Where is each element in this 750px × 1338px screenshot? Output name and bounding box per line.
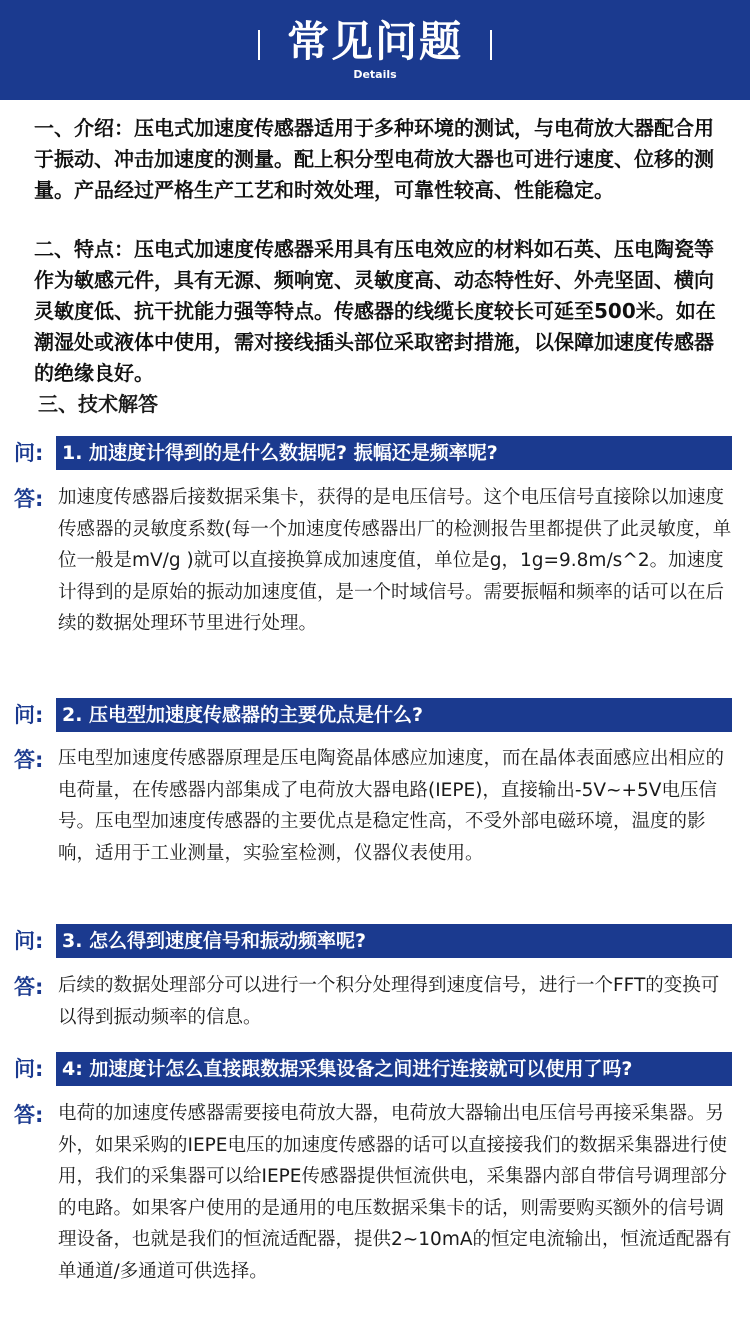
- question-text: 4: 加速度计怎么直接跟数据采集设备之间进行连接就可以使用了吗?: [56, 1052, 732, 1086]
- answer-label: 答:: [14, 487, 44, 511]
- answer-label: 答:: [14, 975, 44, 999]
- faq-question-2: [0, 698, 750, 732]
- answer-text: 压电型加速度传感器原理是压电陶瓷晶体感应加速度，而在晶体表面感应出相应的电荷量，在传感器内部集成了电荷放大器电路(IEPE)，直接输出-5V~+5V电压信号。压电型加速度传感器的主要优点是稳定性高，不受外部电磁环境，温度的影响，适用于工业测量，实验室检测，仪器仪表使用。: [58, 748, 725, 864]
- answer-label: 答:: [14, 1103, 44, 1127]
- page-title: 常见问题: [286, 17, 463, 66]
- question-text: 2. 压电型加速度传感器的主要优点是什么?: [56, 698, 732, 732]
- question-label: 问:: [14, 929, 44, 953]
- page-subtitle: Details: [353, 68, 397, 81]
- faq-question-4: [0, 1052, 750, 1086]
- answer-text: 电荷的加速度传感器需要接电荷放大器，电荷放大器输出电压信号再接采集器。另外，如果采购的IEPE电压的加速度传感器的话可以直接接我们的数据采集器进行使用，我们的采集器可以给IEPE传感器提供恒流供电，采集器内部自带信号调理部分的电路。如果客户使用的是通用的电压数据采集卡的话，则需要购买额外的信号调理设备，也就是我们的恒流适配器，提供2~10mA的恒定电流输出，恒流适配器有单通道/多通道可供选择。: [58, 1103, 732, 1282]
- intro-paragraph: 一、介绍：压电式加速度传感器适用于多种环境的测试，与电荷放大器配合用于振动、冲击加速度的测量。配上积分型电荷放大器也可进行速度、位移的测量。产品经过严格生产工艺和时效处理，可靠性较高、性能稳定。: [34, 116, 714, 202]
- answer-text: 后续的数据处理部分可以进行一个积分处理得到速度信号，进行一个FFT的变换可以得到振动频率的信息。: [58, 975, 720, 1028]
- question-label: 问:: [14, 441, 44, 465]
- question-label: 问:: [14, 1057, 44, 1081]
- features-paragraph: 二、特点：压电式加速度传感器采用具有压电效应的材料如石英、压电陶瓷等作为敏感元件，具有无源、频响宽、灵敏度高、动态特性好、外壳坚固、横向灵敏度低、抗干扰能力强等特点。传感器的线缆长度较长可延至500米。如在潮湿处或液体中使用，需对接线插头部位采取密封措施，以保障加速度传感器的绝缘良好。: [34, 237, 716, 385]
- faq-question-1: [0, 436, 750, 470]
- answer-text: 加速度传感器后接数据采集卡，获得的是电压信号。这个电压信号直接除以加速度传感器的灵敏度系数(每一个加速度传感器出厂的检测报告里都提供了此灵敏度，单位一般是mV/g )就可以直接换算成加速度值，单位是g，1g=9.8m/s^2。加速度计得到的是原始的振动加速度值，是一个时域信号。需要振幅和频率的话可以在后续的数据处理环节里进行处理。: [58, 487, 732, 634]
- question-text: 3. 怎么得到速度信号和振动频率呢?: [56, 924, 732, 958]
- section-title-tech-answers: 三、技术解答: [38, 392, 158, 416]
- question-text: 1. 加速度计得到的是什么数据呢? 振幅还是频率呢?: [56, 436, 732, 470]
- answer-label: 答:: [14, 748, 44, 772]
- header-divider-right: [490, 30, 492, 60]
- faq-question-3: [0, 924, 750, 958]
- question-label: 问:: [14, 703, 44, 727]
- page-header: [0, 0, 750, 100]
